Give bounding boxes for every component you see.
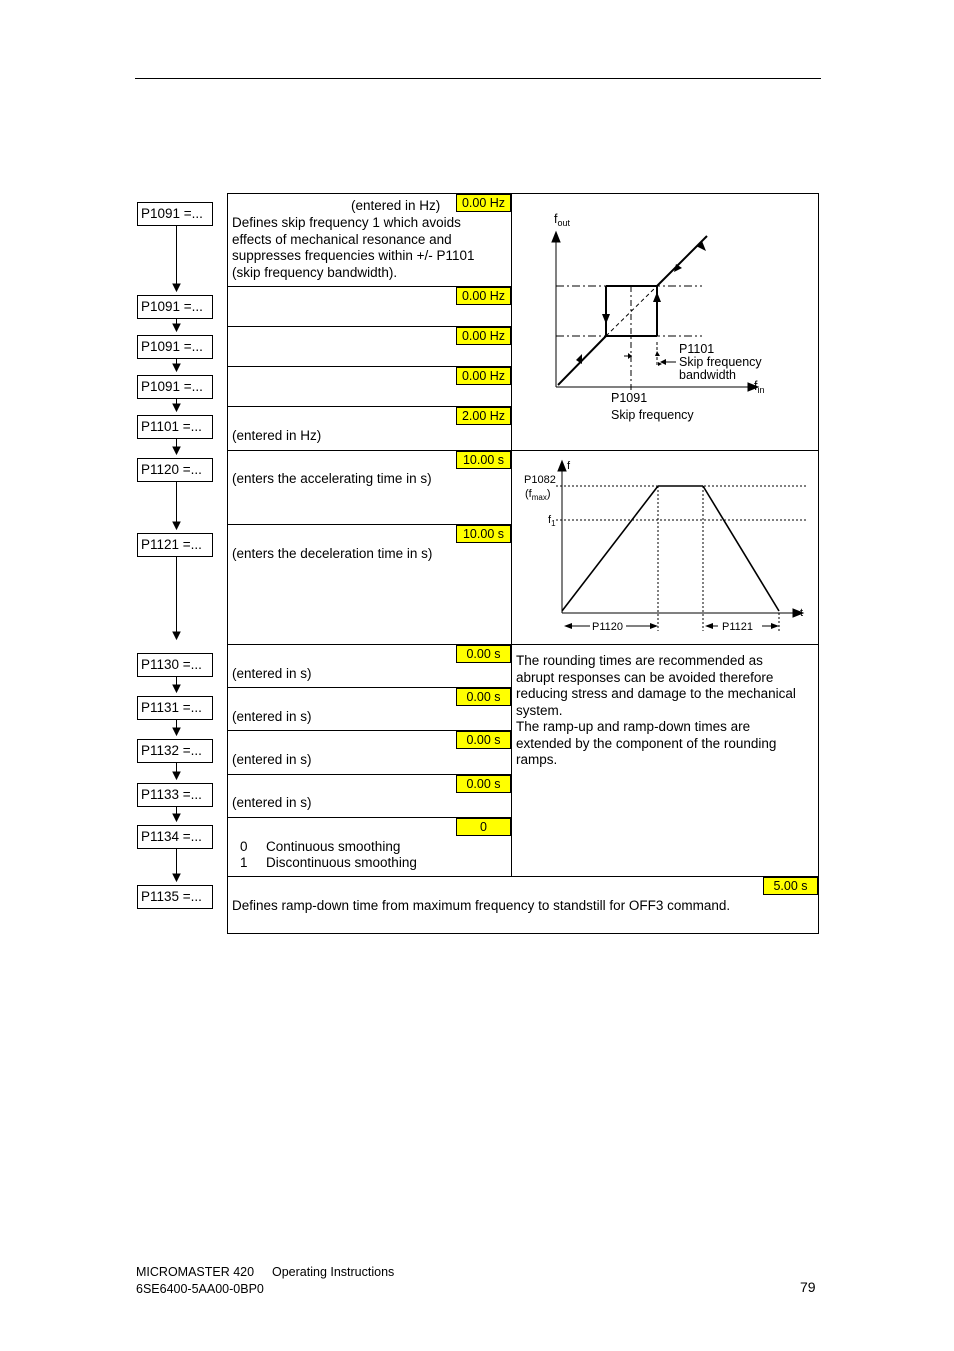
footer-order-number: 6SE6400-5AA00-0BP0	[136, 1282, 264, 1296]
value-badge-p1121: 10.00 s	[456, 525, 511, 543]
param-box-p1135: P1135 =...	[137, 885, 213, 909]
unit-note: (enters the deceleration time in s)	[232, 546, 433, 561]
flow-arrows	[160, 220, 194, 900]
unit-note: (entered in Hz)	[232, 428, 322, 443]
value-badge-p1091-2: 0.00 Hz	[456, 287, 511, 305]
unit-note: (entered in s)	[232, 709, 312, 724]
value-badge-p1134: 0	[456, 818, 511, 836]
t-axis-label: t	[800, 607, 804, 619]
skip-frequency-diagram	[512, 194, 818, 450]
rounding-note-line: The rounding times are recommended as	[516, 653, 763, 668]
p1091-description-line: (skip frequency bandwidth).	[232, 264, 398, 280]
fmax-label: $(f_{max})$	[525, 488, 551, 502]
unit-note: (entered in Hz)	[351, 198, 441, 213]
param-box-p1091-3: P1091 =...	[137, 335, 213, 359]
value-badge-p1135: 5.00 s	[763, 877, 818, 895]
param-box-p1091-1: P1091 =...	[137, 202, 213, 226]
row-line	[227, 876, 819, 877]
header-rule	[135, 78, 821, 79]
f-axis-label: f	[567, 460, 571, 472]
param-box-p1120: P1120 =...	[137, 458, 213, 482]
value-badge-p1101: 2.00 Hz	[456, 407, 511, 425]
option-label: Continuous smoothing	[266, 839, 401, 854]
p1082-label: P1082	[524, 474, 556, 486]
option-number: 1	[240, 855, 248, 870]
value-badge-p1132: 0.00 s	[456, 731, 511, 749]
footer-product: MICROMASTER 420	[136, 1265, 255, 1279]
p1120-label: P1120	[592, 621, 623, 633]
value-badge-p1130: 0.00 s	[456, 645, 511, 663]
rounding-note-line: extended by the component of the rounding	[516, 735, 777, 751]
param-box-p1132: P1132 =...	[137, 739, 213, 763]
param-box-p1134: P1134 =...	[137, 825, 213, 849]
page-number: 79	[800, 1279, 816, 1295]
option-number: 0	[240, 839, 248, 854]
unit-note: (enters the accelerating time in s)	[232, 471, 432, 486]
p1091-description-line: suppresses frequencies within +/- P1101	[232, 248, 475, 263]
param-box-p1131: P1131 =...	[137, 696, 213, 720]
value-badge-p1120: 10.00 s	[456, 451, 511, 469]
param-box-p1130: P1130 =...	[137, 653, 213, 677]
skip-frequency-label: Skip frequency	[611, 408, 694, 422]
value-badge-p1091-3: 0.00 Hz	[456, 327, 511, 345]
p1091-label: P1091	[611, 391, 648, 405]
bandwidth-label-1: Skip frequency	[679, 355, 762, 369]
rounding-note-line: ramps.	[516, 752, 558, 767]
fout-label: $f_{out}$	[554, 212, 570, 228]
p1121-label: P1121	[722, 621, 753, 633]
param-box-p1091-4: P1091 =...	[137, 375, 213, 399]
rounding-note-line: system.	[516, 702, 563, 718]
param-box-p1121: P1121 =...	[137, 533, 213, 557]
rounding-note-line: The ramp-up and ramp-down times are	[516, 719, 751, 734]
p1091-description-line: effects of mechanical resonance and	[232, 231, 452, 247]
option-label: Discontinuous smoothing	[266, 855, 417, 870]
p1135-description: Defines ramp-down time from maximum frequency to standstill for OFF3 command.	[232, 898, 731, 913]
rounding-note-line: reducing stress and damage to the mechanical	[516, 686, 796, 701]
unit-note: (entered in s)	[232, 752, 312, 767]
p1101-label: P1101	[679, 342, 715, 356]
unit-note: (entered in s)	[232, 795, 312, 810]
value-badge-p1091-4: 0.00 Hz	[456, 367, 511, 385]
param-box-p1133: P1133 =...	[137, 783, 213, 807]
ramp-diagram	[512, 451, 818, 644]
f1-label: $f_1$	[548, 514, 556, 528]
value-badge-p1133: 0.00 s	[456, 775, 511, 793]
fin-label: $f_{in}$	[754, 379, 765, 395]
footer-doc-title: Operating Instructions	[272, 1265, 395, 1279]
param-box-p1091-2: P1091 =...	[137, 295, 213, 319]
bandwidth-label-2: bandwidth	[679, 368, 736, 382]
row-line	[227, 644, 819, 645]
value-badge-p1091-1: 0.00 Hz	[456, 194, 511, 212]
value-badge-p1131: 0.00 s	[456, 688, 511, 706]
p1091-description-line: Defines skip frequency 1 which avoids	[232, 215, 461, 230]
param-box-p1101: P1101 =...	[137, 415, 213, 439]
rounding-note-line: abrupt responses can be avoided therefore	[516, 669, 774, 685]
unit-note: (entered in s)	[232, 666, 312, 681]
